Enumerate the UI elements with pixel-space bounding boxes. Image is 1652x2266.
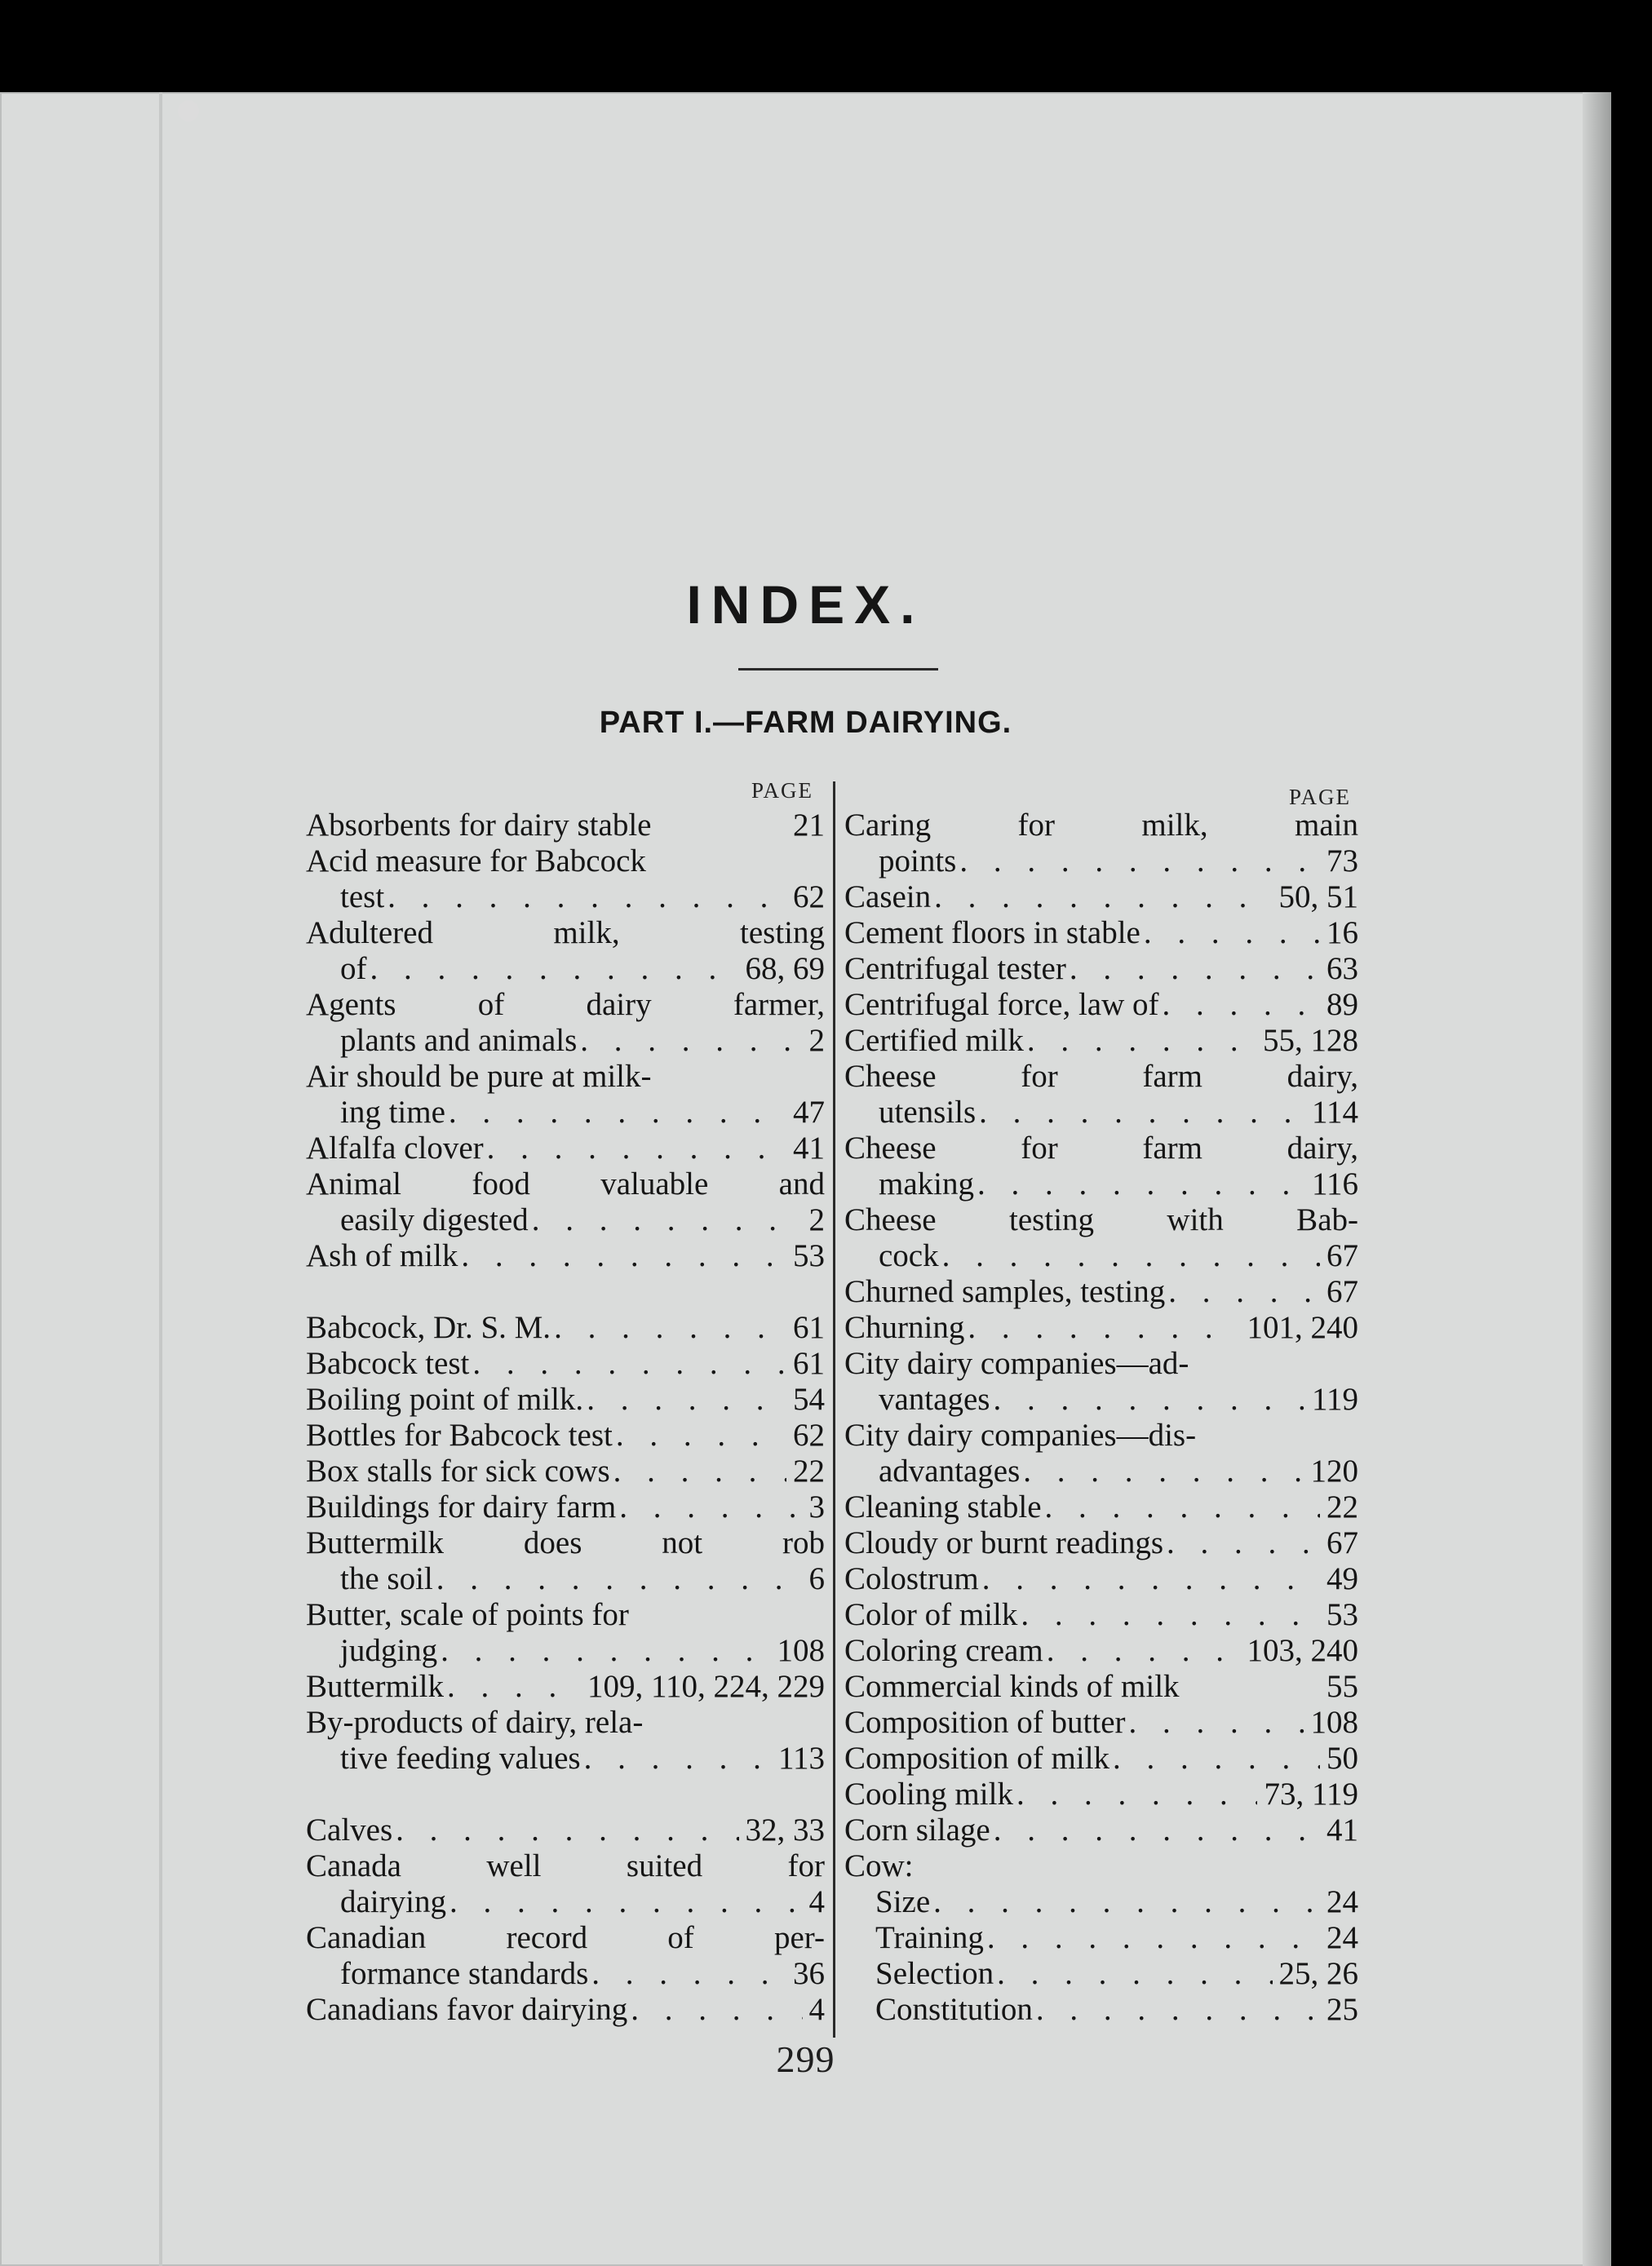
index-entry	[306, 1238, 825, 1274]
index-entry	[844, 1597, 1358, 1633]
index-entry	[306, 1454, 825, 1489]
index-entry-page: 68, 69	[745, 951, 825, 986]
index-entry-text: Cow:	[844, 1848, 914, 1883]
index-entry-text: Buttermilk	[306, 1669, 444, 1704]
dot-leader	[1013, 1777, 1257, 1812]
index-entry-text: Ash of milk	[306, 1238, 458, 1273]
index-entry	[306, 987, 825, 1023]
index-entry-page: 61	[793, 1310, 825, 1345]
index-entry	[844, 1274, 1358, 1310]
index-entry-page: 6	[808, 1561, 825, 1596]
index-entry-text: Butter, scale of points for	[306, 1597, 629, 1632]
index-entry-page: 32, 33	[745, 1812, 825, 1848]
index-entry	[306, 1956, 825, 1992]
index-entry-page: 24	[1326, 1920, 1358, 1955]
index-entry-text: cock	[879, 1238, 939, 1273]
index-entry	[844, 1561, 1358, 1597]
index-entry	[844, 1956, 1358, 1992]
index-gap	[306, 1777, 825, 1812]
index-entry-text: Churned samples, testing	[844, 1274, 1166, 1309]
index-entry-page: 54	[793, 1382, 825, 1417]
index-entry-page: 62	[793, 879, 825, 914]
index-entry-text: Centrifugal tester	[844, 951, 1066, 986]
dot-leader	[1159, 987, 1320, 1023]
index-entry-text: Canadians favor dairying	[306, 1992, 628, 2027]
index-entry-text: Buildings for dairy farm	[306, 1489, 617, 1525]
index-entry-text: Babcock test	[306, 1346, 470, 1381]
dot-leader	[367, 951, 739, 987]
index-entry-text: Cheese testing with Bab-	[844, 1202, 1358, 1237]
index-entry-text: advantages	[879, 1454, 1021, 1489]
index-entry-page: 4	[808, 1992, 825, 2027]
index-entry	[306, 1705, 825, 1741]
index-entry-text: Babcock, Dr. S. M.	[306, 1310, 551, 1345]
dot-leader	[976, 1095, 1305, 1131]
dot-leader	[613, 1418, 786, 1454]
dot-leader	[577, 1023, 802, 1059]
dot-leader	[984, 1920, 1320, 1956]
index-entry	[844, 1059, 1358, 1095]
index-title: INDEX.	[686, 574, 925, 635]
index-entry-text: By-products of dairy, rela-	[306, 1705, 644, 1740]
index-entry-text: the soil	[340, 1561, 433, 1596]
index-entry	[306, 1131, 825, 1166]
dot-leader	[433, 1561, 803, 1597]
index-entry-page: 25	[1326, 1992, 1358, 2027]
index-entry-text: Bottles for Babcock test	[306, 1418, 613, 1453]
dot-leader	[458, 1238, 786, 1274]
dot-leader	[581, 1741, 772, 1777]
index-entry	[306, 843, 825, 879]
index-entry	[844, 951, 1358, 987]
index-entry-text: Cleaning stable	[844, 1489, 1042, 1525]
dot-leader	[1109, 1741, 1320, 1777]
index-entry-page: 22	[1326, 1489, 1358, 1525]
index-entry	[844, 1454, 1358, 1489]
dot-leader	[974, 1166, 1305, 1202]
dot-leader	[588, 1956, 786, 1992]
dot-leader	[1042, 1489, 1320, 1525]
index-entry-text: Cement floors in stable	[844, 915, 1140, 950]
index-entry	[844, 1166, 1358, 1202]
dot-leader	[1017, 1597, 1320, 1633]
column-divider	[833, 781, 835, 2038]
index-entry	[844, 1202, 1358, 1238]
dot-leader	[1165, 1274, 1320, 1310]
index-entry-text: Certified milk	[844, 1023, 1024, 1058]
dot-leader	[1066, 951, 1320, 987]
index-entry-text: Selection	[875, 1956, 994, 1991]
index-entry-page: 49	[1326, 1561, 1358, 1596]
index-entry-page: 67	[1326, 1274, 1358, 1309]
index-entry	[844, 1489, 1358, 1525]
dot-leader	[484, 1131, 786, 1166]
page-bleed-line	[159, 92, 162, 2266]
index-entry	[306, 1346, 825, 1382]
index-entry	[306, 1023, 825, 1059]
index-entry	[306, 1812, 825, 1848]
index-entry	[306, 1597, 825, 1633]
left-page-column-label: PAGE	[751, 778, 814, 803]
book-page	[0, 92, 1611, 2266]
index-entry	[844, 1669, 1358, 1705]
index-entry-text: easily digested	[340, 1202, 529, 1237]
index-entry-text: dairying	[340, 1884, 446, 1919]
dot-leader	[469, 1346, 786, 1382]
index-entry-text: formance standards	[340, 1956, 589, 1991]
index-entry	[306, 1848, 825, 1884]
index-entry	[306, 1166, 825, 1202]
index-entry	[306, 1202, 825, 1238]
dot-leader	[392, 1812, 738, 1848]
index-entry	[306, 1992, 825, 2028]
index-entry-text: Alfalfa clover	[306, 1131, 484, 1166]
dot-leader	[446, 1884, 803, 1920]
index-entry-text: Color of milk	[844, 1597, 1018, 1632]
index-entry-page: 47	[793, 1095, 825, 1130]
index-column-left	[306, 808, 825, 2028]
index-entry	[306, 1310, 825, 1346]
index-entry-text: Buttermilk does not rob	[306, 1525, 825, 1560]
index-entry-page: 50	[1326, 1741, 1358, 1776]
index-entry-text: Calves	[306, 1812, 393, 1848]
index-entry-text: Churning	[844, 1310, 965, 1345]
index-entry-page: 89	[1326, 987, 1358, 1022]
index-entry	[844, 1812, 1358, 1848]
index-entry	[844, 1705, 1358, 1741]
index-entry	[844, 808, 1358, 843]
dot-leader	[627, 1992, 802, 2028]
index-entry-page: 25, 26	[1278, 1956, 1358, 1991]
index-entry-page: 67	[1326, 1525, 1358, 1560]
dot-leader	[616, 1489, 802, 1525]
index-entry-text: Colostrum	[844, 1561, 979, 1596]
dot-leader	[956, 843, 1320, 879]
index-entry	[844, 1382, 1358, 1418]
index-entry-text: Acid measure for Babcock	[306, 843, 646, 879]
index-entry-text: Canada well suited for	[306, 1848, 825, 1883]
index-entry-page: 22	[793, 1454, 825, 1489]
dot-leader	[529, 1202, 803, 1238]
dot-leader	[1140, 915, 1320, 951]
title-rule	[738, 668, 938, 671]
index-entry-page: 109, 110, 224, 229	[587, 1669, 825, 1704]
index-entry	[306, 915, 825, 951]
index-entry-text: utensils	[879, 1095, 977, 1130]
part-heading: PART I.—FARM DAIRYING.	[599, 706, 1012, 740]
index-entry-page: 73, 119	[1264, 1777, 1358, 1812]
index-entry	[844, 879, 1358, 915]
index-entry	[844, 1418, 1358, 1454]
index-entry-text: of	[340, 951, 367, 986]
index-entry-text: Animal food valuable and	[306, 1166, 825, 1202]
index-entry-page: 108	[777, 1633, 825, 1668]
index-entry-text: Centrifugal force, law of	[844, 987, 1159, 1022]
index-entry	[844, 1741, 1358, 1777]
dot-leader	[964, 1310, 1240, 1346]
index-entry	[844, 1920, 1358, 1956]
index-entry-page: 53	[1326, 1597, 1358, 1632]
dot-leader	[384, 879, 786, 915]
index-entry-text: tive feeding values	[340, 1741, 581, 1776]
index-entry-text: Coloring cream	[844, 1633, 1043, 1668]
index-entry-text: Absorbents for dairy stable	[306, 808, 652, 843]
index-entry-text: City dairy companies—dis-	[844, 1418, 1197, 1453]
dot-leader	[1126, 1705, 1304, 1741]
dot-leader	[990, 1812, 1320, 1848]
index-entry	[306, 1489, 825, 1525]
dot-leader	[437, 1633, 770, 1669]
index-entry-text: ing time	[340, 1095, 445, 1130]
index-entry-page: 63	[1326, 951, 1358, 986]
index-entry-page: 116	[1311, 1166, 1358, 1202]
right-page-column-label: PAGE	[1289, 785, 1352, 809]
index-entry-text: vantages	[879, 1382, 990, 1417]
dot-leader	[583, 1382, 786, 1418]
dot-leader	[1033, 1992, 1320, 2028]
dot-leader	[1024, 1023, 1256, 1059]
index-entry-page: 101, 240	[1247, 1310, 1358, 1345]
dot-leader	[931, 879, 1272, 915]
index-entry	[306, 1525, 825, 1561]
dot-leader	[610, 1454, 786, 1489]
index-entry	[844, 1238, 1358, 1274]
index-entry-text: Composition of milk	[844, 1741, 1110, 1776]
dot-leader	[939, 1238, 1320, 1274]
index-entry-page: 21	[793, 808, 825, 843]
index-entry	[844, 915, 1358, 951]
index-entry-text: points	[879, 843, 957, 879]
index-entry-page: 16	[1326, 915, 1358, 950]
index-entry-text: judging	[340, 1633, 438, 1668]
index-entry-text: Corn silage	[844, 1812, 990, 1848]
index-entry	[844, 1525, 1358, 1561]
index-entry-text: Box stalls for sick cows	[306, 1454, 610, 1489]
index-entry	[306, 1633, 825, 1669]
dot-leader	[445, 1095, 786, 1131]
index-entry-page: 36	[793, 1956, 825, 1991]
index-entry-text: test	[340, 879, 385, 914]
index-entry-text: Canadian record of per-	[306, 1920, 825, 1955]
index-entry-text: Size	[875, 1884, 931, 1919]
index-entry-text: Caring for milk, main	[844, 808, 1358, 843]
index-entry-page: 53	[793, 1238, 825, 1273]
index-entry-text: Adultered milk, testing	[306, 915, 825, 950]
index-entry-page: 114	[1311, 1095, 1358, 1130]
index-gap	[306, 1274, 825, 1310]
index-entry	[306, 1418, 825, 1454]
index-entry-page: 41	[1326, 1812, 1358, 1848]
index-entry-text: Agents of dairy farmer,	[306, 987, 825, 1022]
index-entry-text: Constitution	[875, 1992, 1033, 2027]
index-entry-page: 41	[793, 1131, 825, 1166]
index-entry-page: 108	[1310, 1705, 1358, 1740]
index-entry-page: 73	[1326, 843, 1358, 879]
index-entry	[844, 1023, 1358, 1059]
index-entry	[306, 951, 825, 987]
index-column-right	[844, 808, 1358, 2028]
index-entry-page: 2	[808, 1202, 825, 1237]
index-entry	[306, 1741, 825, 1777]
dot-leader	[990, 1382, 1304, 1418]
index-entry	[844, 1310, 1358, 1346]
page-fold-edge	[1583, 92, 1611, 2266]
index-entry-text: Composition of butter	[844, 1705, 1126, 1740]
index-entry	[844, 1992, 1358, 2028]
index-entry-page: 3	[808, 1489, 825, 1525]
index-entry-page: 4	[808, 1884, 825, 1919]
index-entry-page: 120	[1310, 1454, 1358, 1489]
index-entry-text: making	[879, 1166, 974, 1202]
index-entry	[844, 1848, 1358, 1884]
index-entry-text: Boiling point of milk.	[306, 1382, 584, 1417]
index-entry-page: 67	[1326, 1238, 1358, 1273]
index-entry-text: City dairy companies—ad-	[844, 1346, 1189, 1381]
dot-leader	[444, 1669, 581, 1705]
index-entry	[844, 1633, 1358, 1669]
index-entry	[306, 1920, 825, 1956]
index-entry-page: 113	[777, 1741, 825, 1776]
dot-leader	[1020, 1454, 1304, 1489]
index-entry-text: Commercial kinds of milk	[844, 1669, 1180, 1704]
index-entry-page: 55, 128	[1263, 1023, 1358, 1058]
index-entry	[844, 1777, 1358, 1812]
index-entry-text: Training	[875, 1920, 984, 1955]
index-entry-text: Cheese for farm dairy,	[844, 1059, 1358, 1094]
index-entry-text: plants and animals	[340, 1023, 578, 1058]
index-entry	[306, 1669, 825, 1705]
index-entry-page: 50, 51	[1278, 879, 1358, 914]
index-entry-text: Cooling milk	[844, 1777, 1013, 1812]
index-entry-page: 119	[1311, 1382, 1358, 1417]
page-number: 299	[776, 2038, 835, 2080]
index-entry-page: 61	[793, 1346, 825, 1381]
index-entry	[306, 808, 825, 843]
index-entry-page: 24	[1326, 1884, 1358, 1919]
index-entry	[844, 1095, 1358, 1131]
punch-hole	[178, 100, 199, 122]
index-entry	[306, 1059, 825, 1095]
index-entry	[306, 1382, 825, 1418]
index-entry	[844, 987, 1358, 1023]
dot-leader	[930, 1884, 1320, 1920]
dot-leader	[551, 1310, 786, 1346]
index-entry-text: Cloudy or burnt readings	[844, 1525, 1164, 1560]
index-entry	[306, 1884, 825, 1920]
dot-leader	[1043, 1633, 1241, 1669]
index-entry	[844, 1346, 1358, 1382]
index-entry	[844, 1884, 1358, 1920]
index-entry	[306, 879, 825, 915]
index-entry-page: 55	[1326, 1669, 1358, 1704]
index-entry-text: Casein	[844, 879, 932, 914]
dot-leader	[994, 1956, 1272, 1992]
dot-leader	[979, 1561, 1320, 1597]
index-entry	[306, 1095, 825, 1131]
index-entry-text: Air should be pure at milk-	[306, 1059, 652, 1094]
index-entry	[844, 843, 1358, 879]
index-entry-text: Cheese for farm dairy,	[844, 1131, 1358, 1166]
index-entry	[844, 1131, 1358, 1166]
index-entry-page: 2	[808, 1023, 825, 1058]
index-entry-page: 103, 240	[1247, 1633, 1358, 1668]
index-entry	[306, 1561, 825, 1597]
index-entry-page: 62	[793, 1418, 825, 1453]
dot-leader	[1163, 1525, 1320, 1561]
